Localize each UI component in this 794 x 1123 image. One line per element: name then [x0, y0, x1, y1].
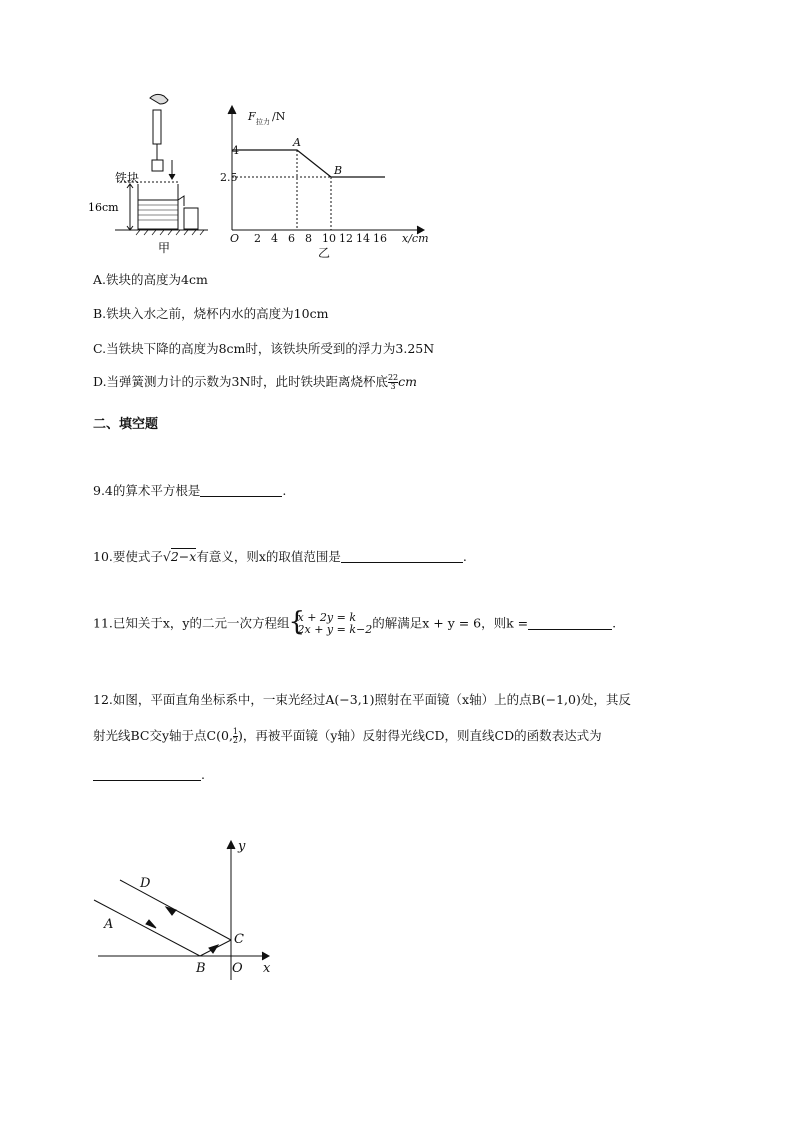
x-tick: 10 [322, 232, 336, 245]
question-12-line-3: . [93, 766, 205, 782]
question-10-text-before: 10.要使式子 [93, 549, 163, 564]
section-title-fill-in: 二、填空题 [93, 417, 159, 432]
answer-blank-11[interactable] [528, 615, 612, 630]
question-11-text-before: 11.已知关于x，y的二元一次方程组 [93, 615, 290, 631]
x-tick: 4 [271, 232, 278, 245]
iron-block-label: 铁块 [115, 171, 140, 185]
x-axis-label: x [263, 961, 271, 976]
x-tick: 12 [339, 232, 353, 245]
radicand: 2−x [170, 549, 197, 564]
figure-light-reflection [90, 830, 290, 990]
fraction-22-3: $\frac{22}{3}$ [387, 373, 399, 391]
hand-icon [150, 94, 168, 104]
point-c-label: C [234, 932, 244, 947]
x-tick: 14 [356, 232, 370, 245]
y-axis-label: y [238, 839, 246, 854]
question-12-line-2: 射光线BC交y轴于点C(0, $\frac{1}{2}$ )，再被平面镜（y轴）反射得光线CD，则直线CD的函数表达式为 [93, 727, 602, 745]
y-label-unit: /N [272, 110, 286, 123]
x-tick: 2 [254, 232, 261, 245]
question-11-text-middle: 的解满足x + y = 6，则k = [372, 615, 529, 631]
point-a-label: A [104, 917, 114, 932]
equation-system: { x + 2y = k 2x + y = k−2 [290, 612, 373, 636]
point-a-label: A [293, 136, 301, 149]
experiment-diagram [88, 90, 450, 265]
question-9-text: 9.4的算术平方根是 [93, 483, 201, 498]
answer-blank-9[interactable] [200, 482, 282, 497]
origin-label: O [232, 961, 243, 976]
option-d-text: D.当弹簧测力计的示数为3N时，此时铁块距离烧杯底 [93, 374, 388, 389]
overflow-cup-icon [184, 208, 198, 229]
sqrt-icon: √ [162, 549, 171, 564]
right-caption: 乙 [318, 246, 331, 260]
x-tick: 16 [373, 232, 387, 245]
question-9: 9.4的算术平方根是 . [93, 483, 287, 498]
arrow-icon [166, 907, 176, 915]
coordinate-diagram [90, 830, 290, 990]
question-12-line-1: 12.如图，平面直角坐标系中，一束光经过A(−3,1)照射在平面镜（x轴）上的点B(−1,0)处，其反 [93, 692, 631, 707]
figure-iron-block-experiment [88, 90, 450, 265]
y-label-main: F [248, 110, 256, 123]
apparatus-diagram [115, 94, 208, 235]
answer-blank-12[interactable] [93, 766, 201, 781]
arrow-icon [209, 945, 218, 953]
x-axis-label: x/cm [402, 232, 429, 245]
arrow-icon [146, 920, 156, 928]
question-11: 11.已知关于x，y的二元一次方程组 { x + 2y = k 2x + y = k−2 的解满足x + y = 6，则k = . [93, 612, 616, 636]
option-d-unit: cm [398, 374, 417, 389]
fraction-1-2: $\frac{1}{2}$ [232, 727, 239, 745]
point-b-label: B [334, 164, 343, 177]
left-caption: 甲 [158, 241, 171, 255]
x-tick: 6 [288, 232, 295, 245]
option-b: B.铁块入水之前，烧杯内水的高度为10cm [93, 306, 329, 321]
point-b-label: B [196, 961, 206, 976]
question-10-text-after: 有意义，则x的取值范围是 [196, 549, 341, 564]
force-line [232, 150, 385, 177]
point-d-label: D [140, 876, 151, 891]
beaker-icon [138, 184, 178, 229]
option-a: A.铁块的高度为4cm [93, 272, 208, 287]
option-d [93, 372, 417, 391]
answer-blank-10[interactable] [341, 548, 463, 563]
spring-scale-icon [153, 110, 161, 144]
y-label-sub: 拉力 [256, 118, 270, 126]
option-c: C.当铁块下降的高度为8cm时，该铁块所受到的浮力为3.25N [93, 341, 435, 356]
origin-label: O [230, 232, 240, 245]
height-label: 16cm [88, 201, 119, 214]
question-10: 10.要使式子√2−x有意义，则x的取值范围是 . [93, 549, 467, 564]
x-tick: 8 [305, 232, 312, 245]
y-tick-4: 4 [232, 144, 239, 157]
iron-block-icon [152, 160, 163, 171]
y-tick-2-5: 2.5 [220, 171, 238, 184]
